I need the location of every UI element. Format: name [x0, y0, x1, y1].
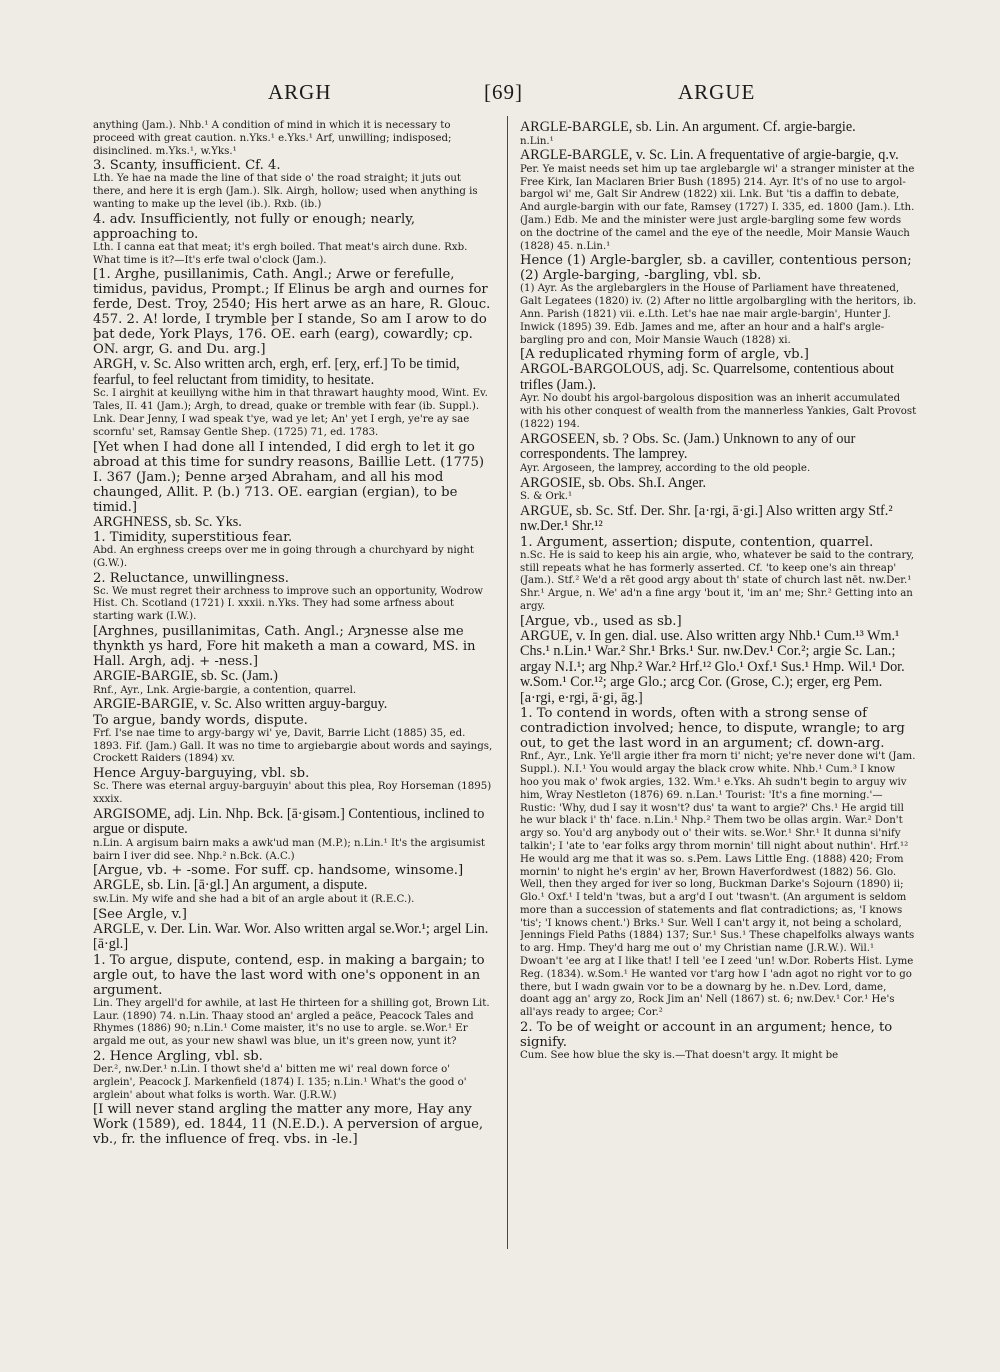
- definition-text: [A reduplicated rhyming form of argle, vb.]: [520, 347, 809, 363]
- definition-text: [1. Arghe, pusillanimis, Cath. Angl.; Arwe or ferefulle, timidus, pavidus, Prompt.; If Elinus be argh and ournes for ferde, Dest. Troy, 2540; His hert arwe as an hare, R. Glouc. 457. 2. A! lorde, I trymble þer I stande, So am I arow to do þat dede, York Plays, 176. OE. earh (earg), cowardly; cp. ON. argr, G. and Du. arg.]: [93, 267, 491, 358]
- entry-headword: ARGOSIE, sb. Obs. Sh.I. Anger.: [520, 474, 707, 491]
- definition-text: 1. Timidity, superstitious fear.: [93, 530, 293, 546]
- definition-text: 2. Reluctance, unwillingness.: [93, 570, 289, 586]
- definition-text: To argue, bandy words, dispute.: [93, 712, 308, 728]
- definition-text: 2. Hence Argling, vbl. sb.: [93, 1048, 263, 1064]
- entry-headword: ARGIE-BARGIE, v. Sc. Also written arguy-barguy.: [93, 696, 388, 713]
- citation-text: Sc. I airghit at keuillyng withe him in that thrawart haughty mood, Wint. Ev. Tales, II. 41 (Jam.); Argh, to dread, quake or tremble with fear (ib. Suppl.). Lnk. Dear Jenny, I wad speak t'ye, wad ye let; An' yet I ergh, ye're ay sae scornfu' set, Ramsay Gentle Shep. (1725) 71, ed. 1783.: [93, 388, 488, 438]
- citation-text: n.Lin.¹: [520, 135, 554, 147]
- citation-text: Lth. Ye hae na made the line of that side o' the road straight; it juts out there, and here it is ergh (Jam.). Slk. Airgh, hollow; used when anything is wanting to make up the level (ib.). Rxb. (ib.): [93, 173, 478, 210]
- entry-headword: ARGLE-BARGLE, v. Sc. Lin. A frequentative of argie-bargie, q.v.: [520, 147, 899, 164]
- left-column: [93, 120, 493, 1245]
- entry-headword: ARGHNESS, sb. Sc. Yks.: [93, 513, 242, 530]
- citation-text: Rnf., Ayr., Lnk. Ye'll argie ither fra morn ti' nicht; ye're never done wi't (Jam. Suppl.). N.I.¹ You would argay the black crow white. Nhb.¹ Cum.³ I know hoo you mak o' fwok argies, 132. Wm.¹ e.Yks. Ah sudn't begin to arguy wiv him, Wray Nestleton (1876) 69. n.Lan.¹ Tourist: 'It's a fine morning.'—Rustic: 'Why, dud I say it wosn't? dus' ta want to argie?' Chs.¹ He argid till he wur black i' th' face. n.Lin.¹ Nhp.² Them two be ollas argin. War.² Don't argy so. You'd arg anybody out o' their wits. se.Wor.¹ Shr.¹ It dunna si'nify talkin'; I 'ate to 'ear folks argy throm mornin' till night about nuthin'. Hrf.¹² He would arg me that it was so. s.Pem. Laws Little Eng. (1888) 420; From mornin' to night he's ergin' av her, Brown Haverfordwest (1882) 56. Glo. Well, then they arged for iver so long, Buckman Darke's Sojourn (1890) ii; Glo.¹ Oxf.¹ I teld'n 'twas, but a arg'd I out 'twasn't. (An argument is seldom more than a succession of statements and flat contradictions; as, 'I knows 'tis'; 'I knows chent.') Brks.¹ Sur. Well I can't argy it, not being a scholard, Jennings Field Paths (1884) 137; Sur.¹ Sus.¹ These chapelfolks always wants to arg. Hmp. They'd harg me out o' my Christian name (J.R.W.). Wil.¹ Dwoan't 'ee arg at I like that! I tell 'ee I zeed 'un! w.Dor. Roberts Hist. Lyme Reg. (1834). w.Som.¹ He wanted vor t'arg how I 'adn agot no right vor to go there, but I wadn gwain vor to be a downarg by he. n.Dev. Lord, dame, doant agg an' argy zo, Rock Jim an' Nell (1867) st. 6; nw.Dev.¹ Cor.¹ He's all'ays ready to argee; Cor.²: [520, 751, 916, 1019]
- citation-text: sw.Lin. My wife and she had a bit of an argle about it (R.E.C.).: [93, 893, 415, 905]
- entry-headword: ARGUE, v. In gen. dial. use. Also written argy Nhb.¹ Cum.¹³ Wm.¹ Chs.¹ n.Lin.¹ War.² Shr.¹ Brks.¹ Sur. nw.Dev.¹ Cor.²; argie Sc. Lan.; argay N.I.¹; arg Nhp.² War.² Hrf.¹² Glo.¹ Oxf.¹ Sus.¹ Hmp. Wil.¹ Dor. w.Som.¹ Cor.¹²; arge Glo.; arcg Cor. (Grose, C.); erger, erg Pem. [a·rgi, e·rgi, ā·gi, āg.]: [520, 627, 905, 706]
- definition-text: 1. To argue, dispute, contend, esp. in making a bargain; to argle out, to have the last word with one's opponent in an argument.: [93, 952, 485, 998]
- right-column: [520, 120, 917, 1245]
- definition-text: 1. To contend in words, often with a strong sense of contradiction involved; hence, to dispute, wrangle; to arg out, to get the last word in an argument; cf. down-arg.: [520, 706, 905, 752]
- citation-text: S. & Ork.¹: [520, 491, 573, 503]
- definition-text: 2. To be of weight or account in an argument; hence, to signify.: [520, 1020, 893, 1051]
- entry-headword: ARGOSEEN, sb. ? Obs. Sc. (Jam.) Unknown to any of our correspondents. The lamprey.: [520, 430, 856, 463]
- citation-text: Sc. We must regret their archness to improve such an opportunity, Wodrow Hist. Ch. Scotland (1721) I. xxxii. n.Yks. They had some arfness about starting wark (I.W.).: [93, 585, 483, 623]
- citation-text: Sc. There was eternal arguy-barguyin' about this plea, Roy Horseman (1895) xxxix.: [93, 781, 492, 806]
- entry-headword: ARGLE, sb. Lin. [ā·gl.] An argument, a dispute.: [93, 877, 368, 894]
- citation-text: Lin. They argell'd for awhile, at last He thirteen for a shilling got, Brown Lit. Laur. (1890) 74. n.Lin. Thaay stood an' argled a peäce, Peacock Tales and Rhymes (1886) 90; n.Lin.¹ Come maister, it's no use to argle. se.Wor.¹ Er argald me out, as your new shawl was blue, un it's green now, yunt it?: [93, 997, 490, 1048]
- entry-headword: ARGLE, v. Der. Lin. War. Wor. Also written argal se.Wor.¹; argel Lin. [ā·gl.]: [93, 920, 489, 953]
- definition-text: 1. Argument, assertion; dispute, contention, quarrel.: [520, 534, 874, 550]
- definition-text: Hence (1) Argle-bargler, sb. a caviller, contentious person; (2) Argle-barging, -bargling, vbl. sb.: [520, 253, 912, 284]
- definition-text: [Arghnes, pusillanimitas, Cath. Angl.; Arȝnesse alse me thynkth ys hard, Fore hit maketh a man a coward, MS. in Hall. Argh, adj. + -ness.]: [93, 624, 476, 670]
- citation-text: Der.², nw.Der.¹ n.Lin. I thowt she'd a' bitten me wi' real down force o' arglein', Peacock J. Markenfield (1874) I. 135; n.Lin.¹ What's the good o' arglein' about what folks is worth. War. (J.R.W.): [93, 1063, 467, 1101]
- citation-text: Abd. An erghness creeps over me in going through a churchyard by night (G.W.).: [93, 545, 474, 569]
- definition-text: 3. Scanty, insufficient. Cf. 4.: [93, 158, 281, 174]
- entry-headword: ARGOL-BARGOLOUS, adj. Sc. Quarrelsome, contentious about trifles (Jam.).: [520, 361, 894, 393]
- citation-text: Rnf., Ayr., Lnk. Argie-bargie, a contention, quarrel.: [93, 684, 357, 696]
- citation-text: n.Sc. He is said to keep his ain argie, who, whatever be said to the contrary, still repeats what he has formerly asserted. Cf. 'to keep one's ain threap' (Jam.). Stf.² We'd a rēt good argy about th' state of church last nēt. nw.Der.¹ Shr.¹ Argue, n. We' ad'n a fine argy 'bout it, 'im an' me; Shr.² Getting into an argy.: [520, 549, 914, 613]
- column-divider: [507, 116, 508, 1249]
- citation-text: n.Lin. A argisum bairn maks a awk'ud man (M.P.); n.Lin.¹ It's the argisumist bairn I iver did see. Nhp.² n.Bck. (A.C.): [93, 837, 486, 862]
- entry-headword: ARGISOME, adj. Lin. Nhp. Bck. [ā·gisəm.] Contentious, inclined to argue or dispute.: [93, 805, 485, 838]
- entry-headword: ARGH, v. Sc. Also written arch, ergh, erf. [erχ, erf.] To be timid, fearful, to feel reluctant from timidity, to hesitate.: [93, 356, 460, 388]
- page-number: [69]: [484, 80, 523, 104]
- definition-text: [Yet when I had done all I intended, I did ergh to let it go abroad at this time for sundry reasons, Baillie Lett. (1775) I. 367 (Jam.); Þenne arȝed Abraham, and all his mod chaunged, Allit. P. (b.) 713. OE. eargian (ergian), to be timid.]: [93, 439, 484, 515]
- citation-text: Cum. See how blue the sky is.—That doesn't argy. It might be: [520, 1050, 839, 1062]
- entry-headword: ARGLE-BARGLE, sb. Lin. An argument. Cf. argie-bargie.: [520, 120, 856, 135]
- definition-text: Hence Arguy-barguying, vbl. sb.: [93, 766, 310, 782]
- definition-text: 4. adv. Insufficiently, not fully or enough; nearly, approaching to.: [93, 211, 416, 242]
- entry-headword: ARGIE-BARGIE, sb. Sc. (Jam.): [93, 668, 278, 685]
- definition-text: [Argue, vb. + -some. For suff. cp. handsome, winsome.]: [93, 863, 464, 879]
- definition-text: [See Argle, v.]: [93, 906, 187, 922]
- citation-text: Frf. I'se nae time to argy-bargy wi' ye, Davit, Barrie Licht (1885) 35, ed. 1893. Fif. (Jam.) Gall. It was no time to argiebargie about words and sayings, Crockett Raiders (1894) xv.: [93, 727, 493, 765]
- running-head-left: ARGH: [268, 80, 332, 104]
- citation-text: Ayr. Argoseen, the lamprey, according to the old people.: [520, 462, 811, 474]
- definition-text: [Argue, vb., used as sb.]: [520, 613, 682, 629]
- entry-headword: ARGUE, sb. Sc. Stf. Der. Shr. [a·rgi, ā·gi.] Also written argy Stf.² nw.Der.¹ Shr.¹²: [520, 502, 893, 535]
- running-head-right: ARGUE: [678, 80, 756, 104]
- citation-text: Ayr. No doubt his argol-bargolous disposition was an inherit accumulated with his other conquest of wealth from the mannerless Yankies, Galt Provost (1822) 194.: [520, 393, 917, 430]
- definition-text: [I will never stand argling the matter any more, Hay any Work (1589), ed. 1844, 11 (N.E.D.). A perversion of argue, vb., fr. the influence of freq. vbs. in -le.]: [93, 1102, 484, 1148]
- citation-text: Per. Ye maist needs set him up tae arglebargle wi' a stranger minister at the Free Kirk, Ian Maclaren Brier Bush (1895) 214. Ayr. It's of no use to argol-bargol wi' me, Galt Sir Andrew (1822) xii. Lnk. But 'tis a daffin to debate, And aurgle-bargin with our fate, Ramsey (1727) I. 335, ed. 1800 (Jam.). Lth. (Jam.) Edb. Me and the minister were just argle-bargling some few words on the doctrine of the camel and the eye of the needle, Moir Mansie Wauch (1828) 45. n.Lin.¹: [520, 163, 915, 252]
- citation-text: (1) Ayr. As the arglebarglers in the House of Parliament have threatened, Galt Legatees (1820) iv. (2) After no little argolbargling with the heritors, ib. Ann. Parish (1821) vii. e.Lth. Let's hae nae mair argle-bargin', Hunter J. Inwick (1895) 39. Edb. James and me, after an hour and a half's argle-bargling pro and con, Moir Mansie Wauch (1828) xi.: [520, 283, 917, 346]
- citation-text: anything (Jam.). Nhb.¹ A condition of mind in which it is necessary to proceed with great caution. n.Yks.¹ e.Yks.¹ Arf, unwilling; indisposed; disinclined. m.Yks.¹, w.Yks.¹: [93, 120, 452, 157]
- citation-text: Lth. I canna eat that meat; it's ergh boiled. That meat's airch dune. Rxb. What time is it?—It's erfe twal o'clock (Jam.).: [93, 241, 468, 266]
